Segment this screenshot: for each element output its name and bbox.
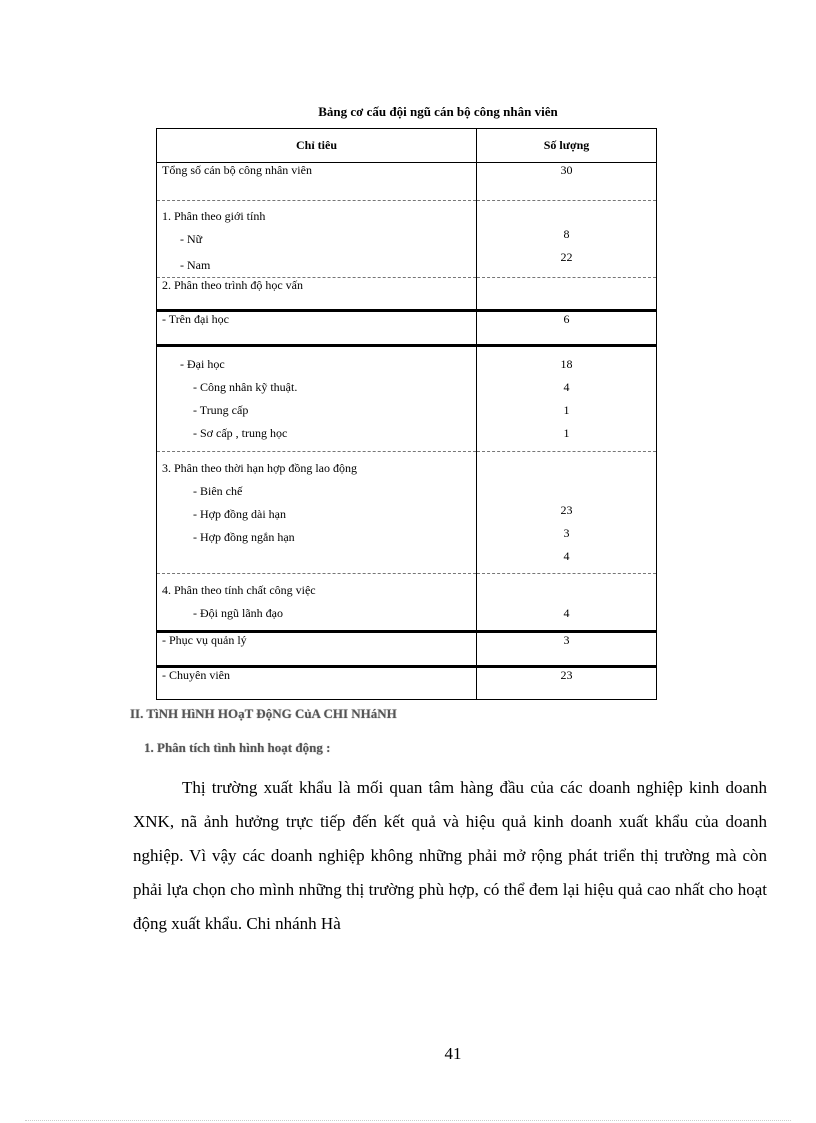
university-value: 18 bbox=[560, 357, 573, 371]
header-criteria: Chỉ tiêu bbox=[157, 129, 477, 163]
work-nature-label: 4. Phân theo tính chất công việc bbox=[162, 583, 316, 597]
sub-heading: 1. Phân tích tình hình hoạt động : bbox=[144, 740, 331, 755]
table-row bbox=[157, 201, 657, 278]
specialist-label: - Chuyên viên bbox=[157, 667, 477, 700]
permanent-label: - Biên chế bbox=[193, 484, 243, 498]
short-term-label: - Hợp đồng ngắn hạn bbox=[193, 530, 295, 544]
table-row bbox=[157, 346, 657, 452]
short-term-value: 4 bbox=[563, 549, 570, 563]
technical-worker-label: - Công nhân kỹ thuật. bbox=[193, 380, 298, 394]
section-heading: II. TìNH HìNH HOạT ĐộNG CủA CHI NHáNH bbox=[130, 706, 397, 721]
table-title: Bảng cơ cấu đội ngũ cán bộ công nhân viên bbox=[318, 104, 558, 119]
gender-female-label: - Nữ bbox=[180, 232, 203, 246]
intermediate-value: 1 bbox=[563, 403, 570, 417]
table-row bbox=[157, 452, 657, 574]
body-paragraph bbox=[133, 771, 767, 941]
table-row bbox=[157, 163, 657, 201]
header-quantity: Số lượng bbox=[477, 129, 657, 163]
long-term-value: 3 bbox=[563, 526, 570, 540]
above-university-value: 6 bbox=[477, 311, 657, 346]
total-value: 30 bbox=[477, 163, 657, 201]
staff-structure-table bbox=[156, 128, 657, 700]
specialist-value: 23 bbox=[477, 667, 657, 700]
total-label: Tổng số cán bộ công nhân viên bbox=[157, 163, 477, 201]
long-term-label: - Hợp đồng dài hạn bbox=[193, 507, 286, 521]
management-value: 3 bbox=[477, 632, 657, 667]
page-number: 41 bbox=[444, 1044, 462, 1063]
education-label: 2. Phân theo trình độ học vấn bbox=[157, 278, 477, 311]
permanent-value: 23 bbox=[560, 503, 573, 517]
elementary-value: 1 bbox=[563, 426, 570, 440]
table-row bbox=[157, 574, 657, 632]
above-university-label: - Trên đại học bbox=[157, 311, 477, 346]
management-label: - Phục vụ quản lý bbox=[157, 632, 477, 667]
table-row bbox=[157, 632, 657, 667]
leadership-value: 4 bbox=[563, 606, 570, 620]
gender-male-label: - Nam bbox=[180, 258, 211, 272]
elementary-label: - Sơ cấp , trung học bbox=[193, 426, 288, 440]
gender-male-value: 22 bbox=[560, 250, 573, 264]
table-row bbox=[157, 667, 657, 700]
table-row bbox=[157, 278, 657, 311]
university-label: - Đại học bbox=[180, 357, 225, 371]
contract-label: 3. Phân theo thời hạn hợp đồng lao động bbox=[162, 461, 358, 475]
table-header-row bbox=[157, 129, 657, 163]
table-row bbox=[157, 311, 657, 346]
page-bottom-divider bbox=[25, 1120, 791, 1121]
technical-worker-value: 4 bbox=[563, 380, 570, 394]
intermediate-label: - Trung cấp bbox=[193, 403, 249, 417]
paragraph-text: Thị trường xuất khẩu là mối quan tâm hàng đầu của các doanh nghiệp kinh doanh XNK, nã ảnh hưởng trực tiếp đến kết quả và hiệu quả kinh doanh xuất khẩu của doanh nghiệp. Vì vậy các doanh nghiệp không những phải mở rộng phát triển thị trường mà còn phải lựa chọn cho mình những thị trường phù hợp, có thể đem lại hiệu quả cao nhất cho hoạt động xuất khẩu. Chi nhánh Hà bbox=[133, 778, 767, 933]
gender-label: 1. Phân theo giới tính bbox=[162, 209, 266, 223]
leadership-label: - Đội ngũ lãnh đạo bbox=[193, 606, 283, 620]
gender-female-value: 8 bbox=[563, 227, 570, 241]
